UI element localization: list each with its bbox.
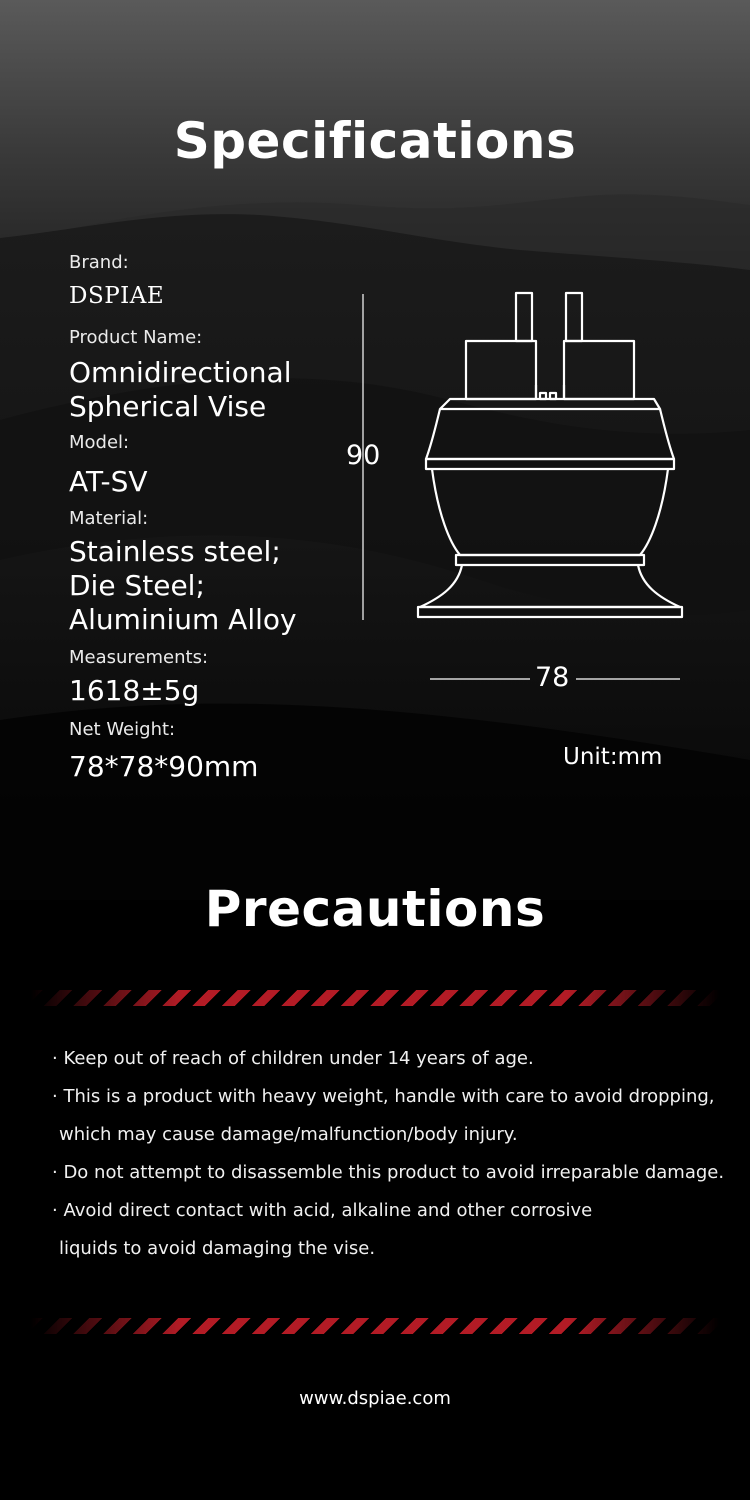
height-dimension-label: 90 — [346, 440, 381, 471]
product-name-line-1: Omnidirectional — [69, 356, 292, 389]
spherical-vise-icon — [410, 285, 690, 625]
width-dimension-label: 78 — [535, 662, 570, 693]
specifications-title: Specifications — [173, 112, 577, 170]
unit-label: Unit:mm — [563, 744, 663, 770]
precaution-line-5: · Avoid direct contact with acid, alkaline and other corrosive — [52, 1200, 593, 1221]
precautions-title: Precautions — [204, 880, 546, 938]
material-label: Material: — [69, 508, 149, 529]
product-name-label: Product Name: — [69, 327, 203, 348]
material-line-2: Die Steel; — [69, 569, 205, 602]
model-label: Model: — [69, 432, 130, 453]
measurements-value: 1618±5g — [69, 674, 200, 707]
net-weight-label: Net Weight: — [69, 719, 176, 740]
net-weight-value: 78*78*90mm — [69, 750, 259, 783]
precaution-line-6: liquids to avoid damaging the vise. — [59, 1238, 376, 1259]
website-link[interactable]: www.dspiae.com — [299, 1388, 451, 1409]
material-line-1: Stainless steel; — [69, 535, 281, 568]
precaution-line-2: · This is a product with heavy weight, handle with care to avoid dropping, — [52, 1086, 715, 1107]
precaution-line-3: which may cause damage/malfunction/body injury. — [59, 1124, 518, 1145]
hazard-stripe-bottom — [30, 1318, 720, 1334]
material-line-3: Aluminium Alloy — [69, 603, 297, 636]
measurements-label: Measurements: — [69, 647, 209, 668]
precaution-line-4: · Do not attempt to disassemble this product to avoid irreparable damage. — [52, 1162, 725, 1183]
precaution-line-1: · Keep out of reach of children under 14 years of age. — [52, 1048, 534, 1069]
product-name-line-2: Spherical Vise — [69, 390, 267, 423]
hazard-stripe-top — [30, 990, 720, 1006]
precautions-list — [52, 1040, 725, 1268]
model-value: AT-SV — [69, 465, 148, 498]
brand-label: Brand: — [69, 252, 129, 273]
brand-logo: DSPIAE — [69, 283, 165, 309]
